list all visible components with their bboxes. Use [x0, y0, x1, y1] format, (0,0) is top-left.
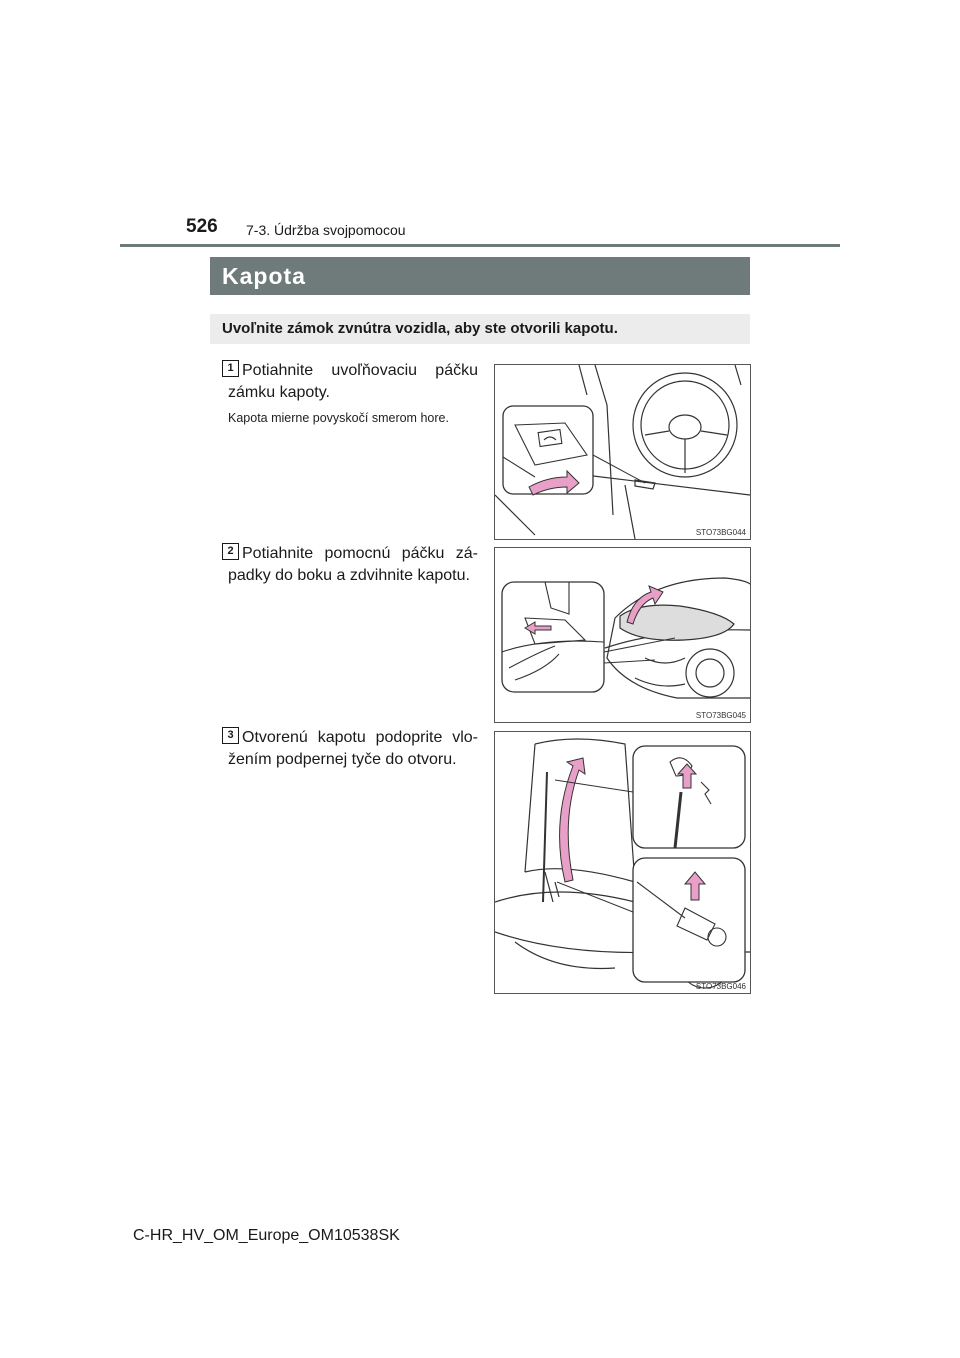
figure-auxiliary-lever: [494, 547, 751, 723]
subtitle: Uvoľnite zámok zvnútra vozidla, aby ste otvorili kapotu.: [222, 320, 618, 337]
figure-1-code: STO73BG044: [695, 528, 746, 537]
page-title: Kapota: [222, 263, 306, 289]
page-number: 526: [186, 216, 218, 237]
figure-2-code: STO73BG045: [695, 711, 746, 720]
step-2-text: Potiahnite pomocnú páčku zá-padky do boku a zdvihnite kapotu.: [228, 545, 478, 584]
step-2-number: 2: [222, 543, 239, 560]
figure-3-code: STO73BG046: [695, 982, 746, 991]
step-1-number: 1: [222, 360, 239, 377]
figure-release-lever: [494, 364, 751, 540]
section-title: 7-3. Údržba svojpomocou: [246, 222, 406, 238]
title-bar: [210, 257, 750, 295]
header-divider: [120, 244, 840, 247]
step-3-text: Otvorenú kapotu podoprite vlo-žením podpernej tyče do otvoru.: [228, 729, 478, 768]
footer-doc-id: C-HR_HV_OM_Europe_OM10538SK: [133, 1227, 400, 1244]
step-3-number: 3: [222, 727, 239, 744]
figure-support-rod: [494, 731, 751, 994]
step-1-text: Potiahnite uvoľňovaciu páčku zámku kapoty.: [228, 362, 478, 401]
step-1-note: Kapota mierne povyskočí smerom hore.: [228, 411, 449, 425]
subtitle-bar: [210, 314, 750, 344]
